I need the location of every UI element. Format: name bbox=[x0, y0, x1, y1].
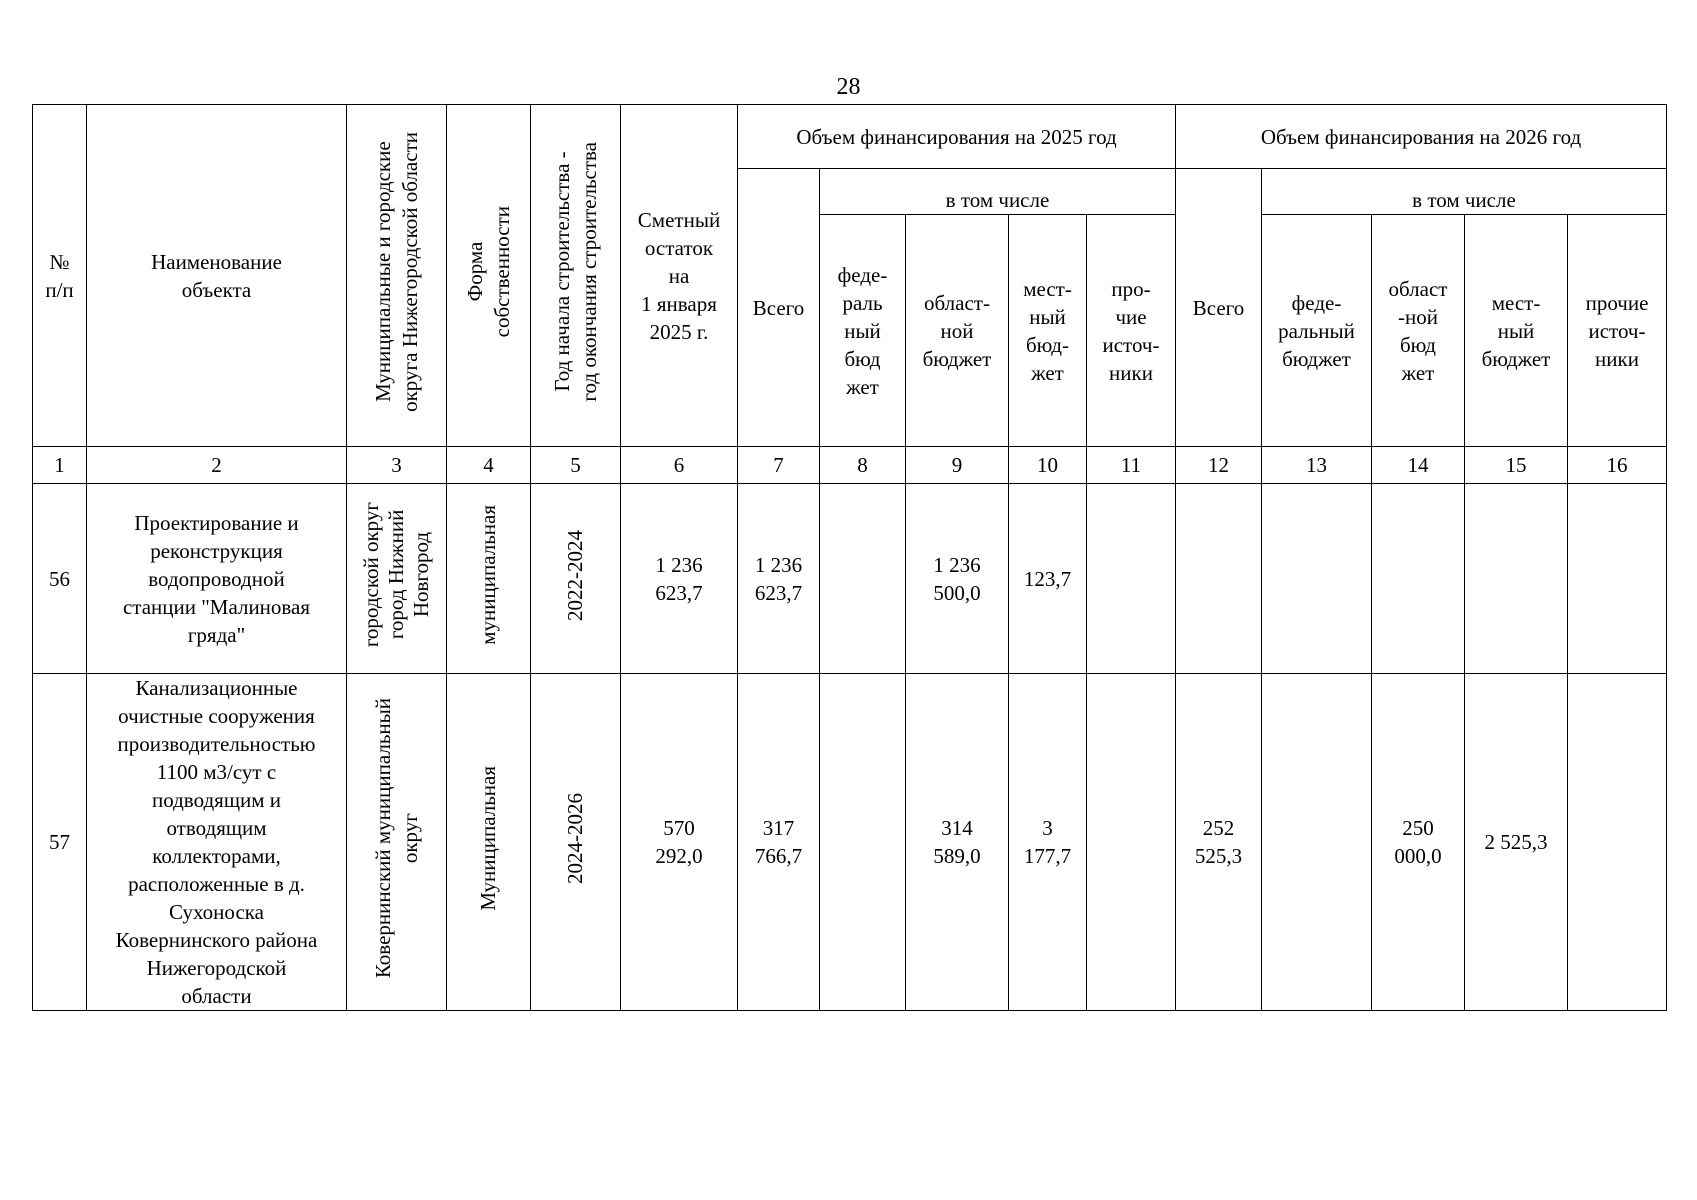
header-years-cell bbox=[531, 105, 621, 447]
header-loc-2026: мест- ный бюджет bbox=[1465, 215, 1568, 447]
header-years: Год начала строительства - год окончания строительства bbox=[549, 142, 601, 402]
table-row bbox=[33, 674, 1667, 1011]
column-number: 8 bbox=[820, 447, 906, 484]
row-estimate: 570 292,0 bbox=[621, 674, 738, 1011]
row-municipality: Ковернинский муниципальный округ bbox=[370, 698, 422, 979]
row-municipality-cell bbox=[347, 484, 447, 674]
header-fin-2025: Объем финансирования на 2025 год bbox=[738, 105, 1176, 169]
row-years: 2024-2026 bbox=[563, 793, 587, 884]
header-including-2025: в том числе bbox=[820, 169, 1176, 215]
row-oth-2025 bbox=[1087, 484, 1176, 674]
column-number: 13 bbox=[1262, 447, 1372, 484]
row-ownership: муниципальная bbox=[476, 505, 500, 645]
row-reg-2026: 250 000,0 bbox=[1372, 674, 1465, 1011]
column-number: 1 bbox=[33, 447, 87, 484]
row-total-2025: 1 236 623,7 bbox=[738, 484, 820, 674]
header-municipality-cell bbox=[347, 105, 447, 447]
row-ownership-cell bbox=[447, 484, 531, 674]
header-oth-2026: прочие источ- ники bbox=[1568, 215, 1667, 447]
header-loc-2025: мест- ный бюд- жет bbox=[1009, 215, 1087, 447]
column-number: 14 bbox=[1372, 447, 1465, 484]
row-ownership: Муниципальная bbox=[476, 766, 500, 911]
row-estimate: 1 236 623,7 bbox=[621, 484, 738, 674]
row-loc-2025: 123,7 bbox=[1009, 484, 1087, 674]
row-name: Канализационные очистные сооружения производительностью 1100 м3/сут с подводящим и отводящим коллекторами, расположенные в д. Сухоноска Ковернинского района Нижегородской области bbox=[87, 674, 347, 1011]
row-fed-2026 bbox=[1262, 674, 1372, 1011]
column-number-row bbox=[33, 447, 1667, 484]
column-number: 7 bbox=[738, 447, 820, 484]
header-including-2026: в том числе bbox=[1262, 169, 1667, 215]
row-years-cell bbox=[531, 484, 621, 674]
column-number: 4 bbox=[447, 447, 531, 484]
row-num: 57 bbox=[33, 674, 87, 1011]
row-ownership-cell bbox=[447, 674, 531, 1011]
column-number: 11 bbox=[1087, 447, 1176, 484]
header-reg-2026: област -ной бюд жет bbox=[1372, 215, 1465, 447]
row-loc-2025: 3 177,7 bbox=[1009, 674, 1087, 1011]
table-row bbox=[33, 484, 1667, 674]
row-reg-2025: 314 589,0 bbox=[906, 674, 1009, 1011]
header-row-1 bbox=[33, 105, 1667, 169]
column-number: 2 bbox=[87, 447, 347, 484]
row-loc-2026: 2 525,3 bbox=[1465, 674, 1568, 1011]
page-number: 28 bbox=[836, 74, 861, 100]
header-name: Наименование объекта bbox=[87, 105, 347, 447]
column-number: 12 bbox=[1176, 447, 1262, 484]
row-fed-2025 bbox=[820, 674, 906, 1011]
header-municipality: Муниципальные и городские округа Нижегородской области bbox=[370, 132, 422, 412]
column-number: 6 bbox=[621, 447, 738, 484]
row-total-2026: 252 525,3 bbox=[1176, 674, 1262, 1011]
row-fed-2025 bbox=[820, 484, 906, 674]
header-ownership-cell bbox=[447, 105, 531, 447]
column-number: 10 bbox=[1009, 447, 1087, 484]
header-reg-2025: област- ной бюджет bbox=[906, 215, 1009, 447]
header-estimate: Сметный остаток на 1 января 2025 г. bbox=[621, 105, 738, 447]
header-oth-2025: про- чие источ- ники bbox=[1087, 215, 1176, 447]
column-number: 3 bbox=[347, 447, 447, 484]
row-municipality: городской округ город Нижний Новгород bbox=[359, 502, 433, 648]
row-total-2025: 317 766,7 bbox=[738, 674, 820, 1011]
header-num: № п/п bbox=[33, 105, 87, 447]
column-number: 9 bbox=[906, 447, 1009, 484]
row-oth-2025 bbox=[1087, 674, 1176, 1011]
column-number: 16 bbox=[1568, 447, 1667, 484]
row-name: Проектирование и реконструкция водопроводной станции "Малиновая гряда" bbox=[87, 484, 347, 674]
row-total-2026 bbox=[1176, 484, 1262, 674]
row-years: 2022-2024 bbox=[563, 529, 587, 621]
row-fed-2026 bbox=[1262, 484, 1372, 674]
financing-table bbox=[32, 104, 1667, 1011]
row-reg-2026 bbox=[1372, 484, 1465, 674]
header-fed-2026: феде- ральный бюджет bbox=[1262, 215, 1372, 447]
header-total-2026: Всего bbox=[1176, 169, 1262, 447]
row-loc-2026 bbox=[1465, 484, 1568, 674]
row-reg-2025: 1 236 500,0 bbox=[906, 484, 1009, 674]
header-ownership: Форма собственности bbox=[462, 206, 514, 338]
header-fin-2026: Объем финансирования на 2026 год bbox=[1176, 105, 1667, 169]
row-years-cell bbox=[531, 674, 621, 1011]
row-oth-2026 bbox=[1568, 484, 1667, 674]
row-municipality-cell bbox=[347, 674, 447, 1011]
column-number: 5 bbox=[531, 447, 621, 484]
header-fed-2025: феде- раль ный бюд жет bbox=[820, 215, 906, 447]
header-total-2025: Всего bbox=[738, 169, 820, 447]
row-oth-2026 bbox=[1568, 674, 1667, 1011]
column-number: 15 bbox=[1465, 447, 1568, 484]
row-num: 56 bbox=[33, 484, 87, 674]
